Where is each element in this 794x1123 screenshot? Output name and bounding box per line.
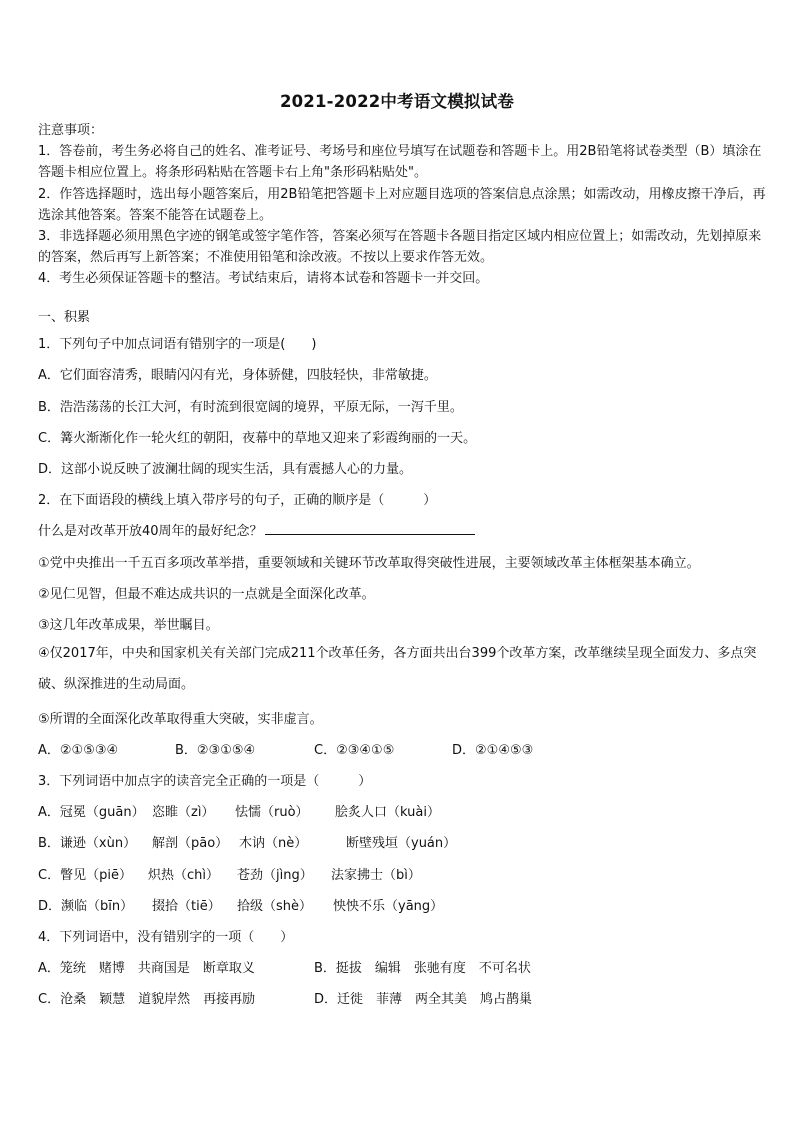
q3-b-word-2: 解剖（pāo） [152,836,229,851]
q4-option-b: B．挺拔 编辑 张驰有度 不可名状 [314,961,531,976]
q3-b-word-1: B．谦逊（xùn） [38,836,137,851]
notes-item: 2．作答选择题时，选出每小题答案后，用2B铅笔把答题卡上对应题目选项的答案信息点涂黑；如需改动，用橡皮擦干净后，再选涂其他答案。答案不能答在试题卷上。 [38,186,766,223]
q3-c-word-1: C．瞥见（piē） [38,868,132,883]
q2-question-text: 什么是对改革开放40周年的最好纪念？ [38,524,263,539]
q2-option-a: A．②①⑤③④ [38,743,119,758]
q2-sentence-2: ②见仁见智，但最不难达成共识的一点就是全面深化改革。 [38,587,375,602]
q3-a-word-3: 怯懦（ruò） [235,805,309,820]
q2-sentence-1: ①党中央推出一千五百多项改革举措，重要领域和关键环节改革取得突破性进展，主要领域改革主体框架基本确立。 [38,556,700,571]
q3-c-word-4: 法家拂士（bì） [331,868,421,883]
answer-blank [265,522,475,535]
q3-c-word-2: 炽热（chì） [148,868,219,883]
q4-options-row-1 [38,957,531,976]
q1-option-a: A．它们面容清秀，眼睛闪闪有光，身体骄健，四肢轻快，非常敏捷。 [38,368,437,383]
q3-d-word-2: 掇拾（tiē） [152,899,221,914]
q2-options [38,739,533,758]
q2-option-b: B．②③①⑤④ [175,743,256,758]
q3-a-word-2: 恣睢（zì） [152,805,215,820]
q3-b-word-4: 断壁残垣（yuán） [346,836,457,851]
q3-option-d [38,895,443,914]
q3-d-word-1: D．濒临（bīn） [38,899,134,914]
q2-sentence-5: ⑤所谓的全面深化改革取得重大突破，实非虚言。 [38,712,323,727]
notes-item: 3．非选择题必须用黑色字迹的钢笔或签字笔作答，答案必须写在答题卡各题目指定区域内相应位置上；如需改动，先划掉原来的答案，然后再写上新答案；不准使用铅笔和涂改液。不按以上要求作答无效。 [38,229,762,266]
q2-option-c: C．②③④①⑤ [314,743,395,758]
q4-option-a: A．笼统 赌博 共商国是 断章取义 [38,961,255,976]
q4-option-d: D．迁徙 菲薄 两全其美 鸠占鹊巢 [314,992,533,1007]
q1-option-c: C．篝火渐渐化作一轮火红的朝阳，夜幕中的草地又迎来了彩霞绚丽的一天。 [38,431,477,446]
notes-item: 1．答卷前，考生务必将自己的姓名、准考证号、考场号和座位号填写在试题卷和答题卡上。用2B铅笔将试卷类型（B）填涂在答题卡相应位置上。将条形码粘贴在答题卡右上角"条形码粘贴处"。 [38,144,762,181]
q1-option-b: B．浩浩荡荡的长江大河，有时流到很宽阔的境界，平原无际，一泻千里。 [38,400,463,415]
q3-a-word-1: A．冠冕（guān） [38,805,145,820]
q3-option-c [38,864,421,883]
notes-heading: 注意事项： [38,123,104,138]
q3-c-word-3: 苍劲（jìng） [237,868,313,883]
q3-d-word-4: 怏怏不乐（yāng） [333,899,444,914]
q3-a-word-4: 脍炙人口（kuài） [335,805,440,820]
q1-option-d: D．这部小说反映了波澜壮阔的现实生活，具有震撼人心的力量。 [38,462,413,477]
q3-option-b [38,832,456,851]
q4-stem: 4．下列词语中，没有错别字的一项（ ） [38,930,294,945]
notes-item: 4．考生必须保证答题卡的整洁。考试结束后，请将本试卷和答题卡一并交回。 [38,271,489,287]
q4-option-c: C．沧桑 颖慧 道貌岸然 再接再励 [38,992,256,1007]
q2-stem: 2．在下面语段的横线上填入带序号的句子，正确的顺序是（ ） [38,493,437,508]
q3-b-word-3: 木讷（nè） [239,836,308,851]
q2-sentence-4: ④仅2017年，中央和国家机关有关部门完成211个改革任务，各方面共出台399个改革方案，改革继续呈现全面发力、多点突破、纵深推进的生动局面。 [38,646,757,692]
q4-options-row-2 [38,988,532,1007]
q2-sentence-3: ③这几年改革成果，举世瞩目。 [38,618,219,633]
q2-question [38,520,475,539]
q1-stem: 1．下列句子中加点词语有错别字的一项是( ) [38,337,317,352]
page-title: 2021-2022中考语文模拟试卷 [279,92,515,111]
q3-d-word-3: 拾级（shè） [237,899,313,914]
section-heading: 一、积累 [38,310,91,325]
notes-block [38,120,768,290]
q2-option-d: D．②①④⑤③ [452,743,534,758]
q3-stem: 3．下列词语中加点字的读音完全正确的一项是（ ） [38,774,372,789]
q3-option-a [38,801,440,820]
